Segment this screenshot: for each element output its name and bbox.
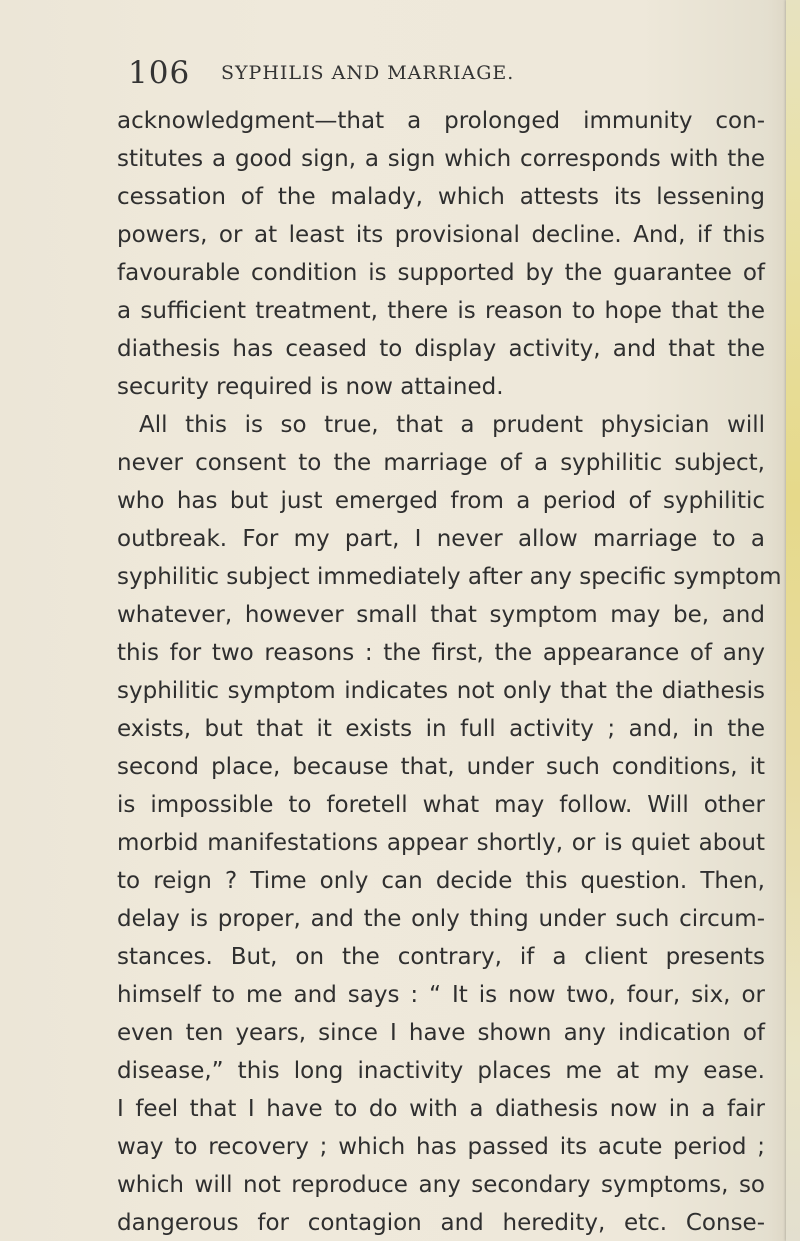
text-line: a sufficient treatment, there is reason to hope that the xyxy=(117,298,765,324)
text-line: second place, because that, under such conditions, it xyxy=(117,754,765,780)
text-line: powers, or at least its provisional decline. And, if this xyxy=(117,222,765,248)
running-head: SYPHILIS AND MARRIAGE. xyxy=(221,62,515,84)
text-line: cessation of the malady, which attests its lessening xyxy=(117,184,765,210)
text-line: to reign ? Time only can decide this question. Then, xyxy=(117,868,765,894)
text-line: stances. But, on the contrary, if a client presents xyxy=(117,944,765,970)
text-line: syphilitic subject immediately after any specific symptom xyxy=(117,564,782,590)
text-line: All this is so true, that a prudent physician will xyxy=(139,412,765,438)
text-line: never consent to the marriage of a syphilitic subject, xyxy=(117,450,765,476)
text-line: who has but just emerged from a period of syphilitic xyxy=(117,488,765,514)
text-line: morbid manifestations appear shortly, or is quiet about xyxy=(117,830,765,856)
text-line: is impossible to foretell what may follow. Will other xyxy=(117,792,765,818)
text-line: whatever, however small that symptom may be, and xyxy=(117,602,765,628)
text-line: outbreak. For my part, I never allow marriage to a xyxy=(117,526,765,552)
text-line: way to recovery ; which has passed its acute period ; xyxy=(117,1134,765,1160)
text-line: himself to me and says : “ It is now two, four, six, or xyxy=(117,982,765,1008)
text-line: I feel that I have to do with a diathesis now in a fair xyxy=(117,1096,765,1122)
page-number: 106 xyxy=(128,55,191,91)
text-line: which will not reproduce any secondary symptoms, so xyxy=(117,1172,765,1198)
page-edge xyxy=(786,0,800,1241)
text-line: disease,” this long inactivity places me at my ease. xyxy=(117,1058,765,1084)
text-line: diathesis has ceased to display activity, and that the xyxy=(117,336,765,362)
text-line: syphilitic symptom indicates not only that the diathesis xyxy=(117,678,765,704)
text-line: favourable condition is supported by the guarantee of xyxy=(117,260,765,286)
text-line: delay is proper, and the only thing under such circum- xyxy=(117,906,765,932)
text-line: exists, but that it exists in full activity ; and, in the xyxy=(117,716,765,742)
page-header xyxy=(128,55,768,95)
text-line: acknowledgment—that a prolonged immunity con- xyxy=(117,108,765,134)
text-line: this for two reasons : the first, the appearance of any xyxy=(117,640,765,666)
text-line: even ten years, since I have shown any indication of xyxy=(117,1020,765,1046)
text-line: stitutes a good sign, a sign which corresponds with the xyxy=(117,146,765,172)
text-line: security required is now attained. xyxy=(117,374,504,400)
text-line: dangerous for contagion and heredity, etc. Conse- xyxy=(117,1210,765,1236)
